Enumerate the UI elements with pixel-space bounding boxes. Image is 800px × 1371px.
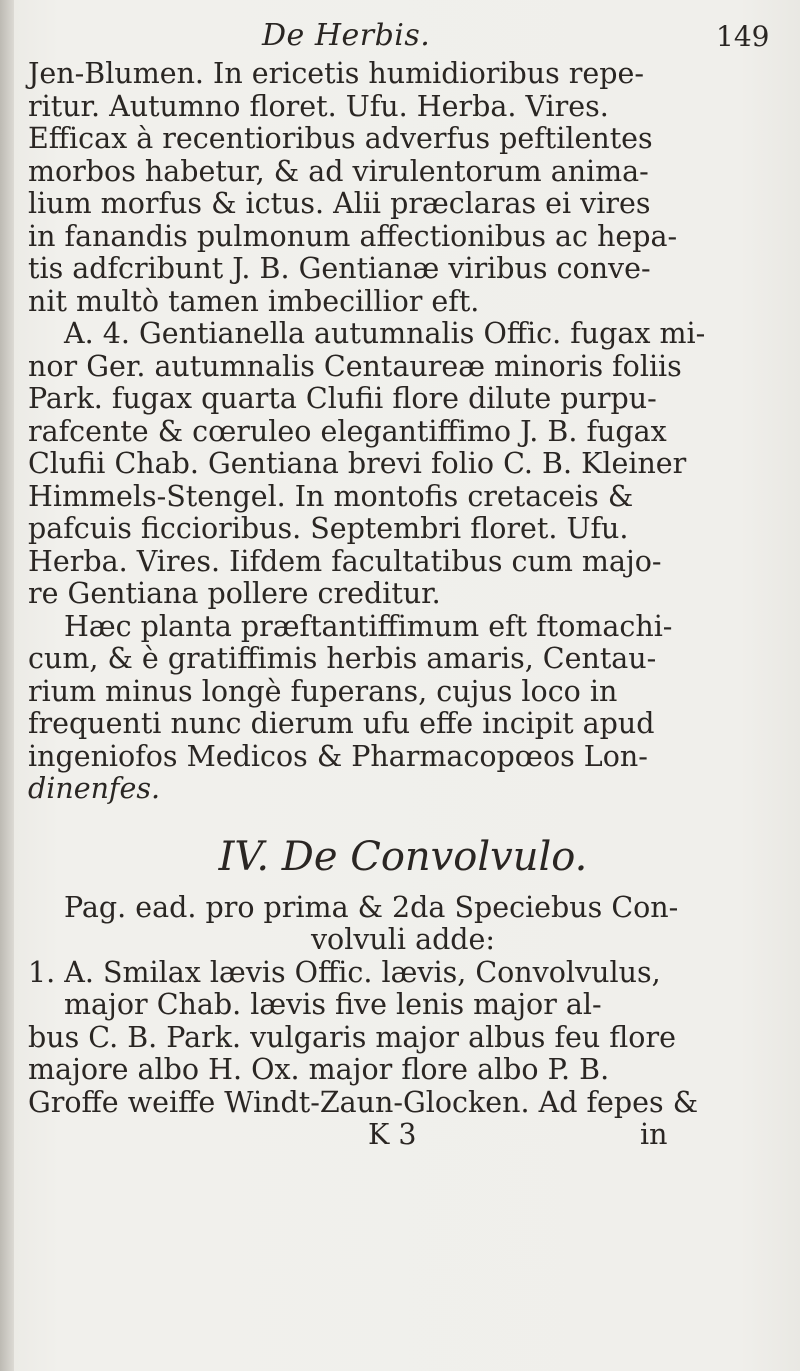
text-line: Efficax à recentioribus adverfus peftilentes — [28, 122, 653, 155]
page-spine-shadow — [0, 0, 14, 1371]
page-header — [0, 18, 800, 62]
text-line: re Gentiana pollere creditur. — [28, 577, 441, 610]
text-line: dinenfes. — [28, 772, 161, 805]
text-line: Park. fugax quarta Clufii flore dilute purpu- — [28, 382, 657, 415]
text-line: nor Ger. autumnalis Centaureæ minoris foliis — [28, 349, 682, 383]
text-line: tis adfcribunt J. B. Gentianæ viribus conve- — [28, 252, 651, 285]
page-number: 149 — [716, 20, 770, 53]
page-footer — [28, 1119, 778, 1152]
text-line: Clufii Chab. Gentiana brevi folio C. B. Kleiner — [28, 447, 687, 480]
text-line: pafcuis ficcioribus. Septembri floret. Ufu. — [28, 512, 629, 545]
text-line: nit multò tamen imbecillior eft. — [28, 284, 480, 318]
entry-line: 1. A. Smilax lævis Offic. lævis, Convolvulus, — [28, 955, 661, 989]
intro-line: Pag. ead. pro prima & 2da Speciebus Con- — [64, 890, 679, 924]
running-title: De Herbis. — [262, 18, 431, 53]
text-line: ingeniofos Medicos & Pharmacopœos Lon- — [28, 739, 648, 773]
text-line: rium minus longè fuperans, cujus loco in — [28, 674, 618, 708]
text-line: frequenti nunc dierum ufu effe incipit apud — [28, 707, 655, 740]
section-a4-first-line: A. 4. Gentianella autumnalis Offic. fugax mi- — [64, 317, 706, 350]
paragraph-first-line: Hæc planta præftantiffimum eft ftomachi- — [64, 609, 673, 643]
text-line: Jen-Blumen. In ericetis humidioribus repe- — [28, 57, 645, 90]
section-heading: IV. De Convolvulo. — [218, 833, 588, 880]
catchword: in — [640, 1118, 668, 1151]
signature-mark: K 3 — [368, 1118, 417, 1151]
text-line: in fanandis pulmonum affectionibus ac hepa- — [28, 219, 678, 253]
entry-line: majore albo H. Ox. major flore albo P. B. — [28, 1053, 610, 1086]
text-line: lium morfus & ictus. Alii præclaras ei vires — [28, 187, 651, 220]
main-text — [28, 58, 778, 1152]
text-line: Himmels-Stengel. In montofis cretaceis & — [28, 479, 634, 513]
text-line: rafcente & cœruleo elegantiffimo J. B. fugax — [28, 414, 667, 448]
entry-line: major Chab. lævis five lenis major al- — [64, 988, 602, 1021]
entry-line: bus C. B. Park. vulgaris major albus feu flore — [28, 1020, 676, 1054]
text-line: morbos habetur, & ad virulentorum anima- — [28, 154, 649, 188]
text-line: cum, & è gratiffimis herbis amaris, Centau- — [28, 642, 657, 675]
intro-line: volvuli adde: — [310, 923, 496, 956]
text-line: Herba. Vires. Iifdem facultatibus cum majo- — [28, 544, 662, 578]
entry-line: Groffe weiffe Windt-Zaun-Glocken. Ad fepes & — [28, 1085, 699, 1119]
text-line: ritur. Autumno floret. Ufu. Herba. Vires. — [28, 89, 609, 123]
